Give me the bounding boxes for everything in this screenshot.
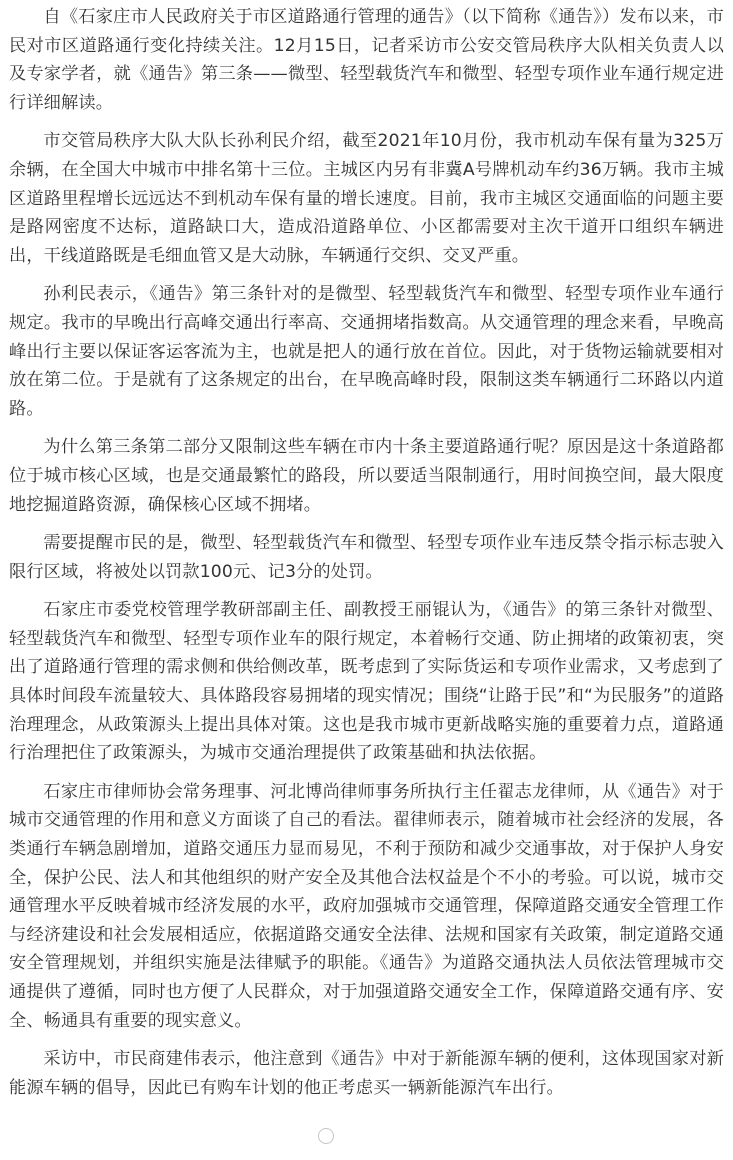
paragraph-shang-jianwei: 采访中，市民商建伟表示，他注意到《通告》中对于新能源车辆的便利，这体现国家对新能源车辆的倡导，因此已有购车计划的他正考虑买一辆新能源汽车出行。 <box>9 1049 724 1098</box>
paragraph-intro: 自《石家庄市人民政府关于市区道路通行管理的通告》（以下简称《通告》）发布以来，市民对市区道路通行变化持续关注。12月15日，记者采访市公安交管局秩序大队相关负责人以及专家学者，就《通告》第三条——微型、轻型载货汽车和微型、轻型专项作业车通行规定进行详细解读。 <box>9 7 724 113</box>
paragraph-zhai-zhilong: 石家庄市律师协会常务理事、河北博尚律师事务所执行主任翟志龙律师，从《通告》对于城市交通管理的作用和意义方面谈了自己的看法。翟律师表示，随着城市社会经济的发展，各类通行车辆急剧增加，道路交通压力显而易见，不利于预防和减少交通事故，对于保护人身安全，保护公民、法人和其他组织的财产安全及其他合法权益是个不小的考验。可以说，城市交通管理水平反映着城市经济发展的水平，政府加强城市交通管理，保障道路交通安全管理工作与经济建设和社会发展相适应，依据道路交通安全法律、法规和国家有关政策，制定道路交通安全管理规划，并组织实施是法律赋予的职能。《通告》为道路交通执法人员依法管理城市交通提供了遵循，同时也方便了人民群众，对于加强道路交通安全工作，保障道路交通有序、安全、畅通具有重要的现实意义。 <box>9 781 724 1031</box>
paragraph-sun-limin-statement: 孙利民表示，《通告》第三条针对的是微型、轻型载货汽车和微型、轻型专项作业车通行规定。我市的早晚出行高峰交通出行率高、交通拥堵指数高。从交通管理的理念来看，早晚高峰出行主要以保证客运客流为主，也就是把人的通行放在首位。因此，对于货物运输就要相对放在第二位。于是就有了这条规定的出台，在早晚高峰时段，限制这类车辆通行二环路以内道路。 <box>9 284 724 419</box>
paragraph-penalty-reminder: 需要提醒市民的是，微型、轻型载货汽车和微型、轻型专项作业车违反禁令指示标志驶入限行区域，将被处以罚款100元、记3分的处罚。 <box>9 533 724 582</box>
paragraph-sun-limin-intro: 市交管局秩序大队大队长孙利民介绍，截至2021年10月份，我市机动车保有量为325万余辆，在全国大中城市中排名第十三位。主城区内另有非冀A号牌机动车约36万辆。我市主城区道路里程增长远远达不到机动车保有量的增长速度。目前，我市主城区交通面临的问题主要是路网密度不达标，道路缺口大，造成沿道路单位、小区都需要对主次干道开口组织车辆进出，干线道路既是毛细血管又是大动脉，车辆通行交织、交叉严重。 <box>9 131 724 266</box>
paragraph-wang-likun: 石家庄市委党校管理学教研部副主任、副教授王丽锟认为，《通告》的第三条针对微型、轻型载货汽车和微型、轻型专项作业车的限行规定，本着畅行交通、防止拥堵的政策初衷，突出了道路通行管理的需求侧和供给侧改革，既考虑到了实际货运和专项作业需求，又考虑到了具体时间段车流量较大、具体路段容易拥堵的现实情况；围绕“让路于民”和“为民服务”的道路治理理念，从政策源头上提出具体对策。这也是我市城市更新战略实施的重要着力点，道路通行治理把住了政策源头，为城市交通治理提供了政策基础和执法依据。 <box>9 600 724 764</box>
paragraph-ten-roads: 为什么第三条第二部分又限制这些车辆在市内十条主要道路通行呢？原因是这十条道路都位于城市核心区域，也是交通最繁忙的路段，所以要适当限制通行，用时间换空间，最大限度地挖掘道路资源，确保核心区域不拥堵。 <box>9 437 724 515</box>
